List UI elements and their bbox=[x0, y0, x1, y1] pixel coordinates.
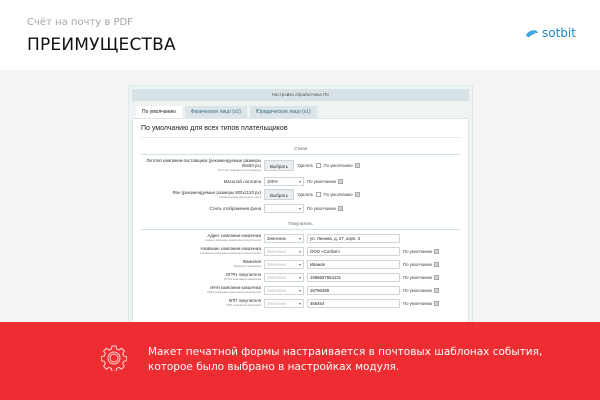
row-sublabel: ОГРН компании-заказчика bbox=[224, 277, 261, 281]
value-type-select[interactable]: Значение ▾ bbox=[264, 234, 304, 243]
form-row-logo-scale bbox=[141, 176, 460, 186]
row-sublabel: Адрес компании-заказчика (покупателя) bbox=[205, 238, 261, 242]
form-row-buyer-address bbox=[141, 233, 460, 243]
settings-form bbox=[132, 118, 469, 348]
settings-panel bbox=[128, 85, 473, 345]
row-sublabel: Изображение фона для счета bbox=[219, 194, 261, 199]
default-label: По умолчанию bbox=[403, 287, 433, 293]
info-banner bbox=[0, 322, 600, 400]
sotbit-logo[interactable] bbox=[525, 26, 576, 40]
buyer-address-input[interactable]: ул. Ленина, д. 27, корп. 3 bbox=[307, 234, 400, 243]
default-label: По умолчанию bbox=[403, 248, 433, 254]
banner-text: Макет печатной формы настраивается в почтовых шаблонах события, которое было выбрано в настройках модуля. bbox=[148, 346, 543, 373]
default-checkbox[interactable] bbox=[434, 262, 439, 267]
default-checkbox[interactable] bbox=[434, 275, 439, 280]
form-row-buyer-kpp bbox=[141, 298, 460, 308]
row-sublabel: Логотип компании-поставщика bbox=[218, 168, 261, 172]
section-styles: Стили bbox=[141, 146, 460, 155]
default-checkbox[interactable] bbox=[434, 288, 439, 293]
logo-text: sotbit bbox=[542, 26, 576, 40]
row-sublabel: Название компании-заказчика (покупателя) bbox=[200, 251, 261, 255]
form-row-background-style bbox=[141, 203, 460, 213]
choose-background-button[interactable]: Выбрать bbox=[264, 189, 294, 200]
row-label: Логотип компании-поставщика (рекомендуемые размеры 80x80 px) bbox=[146, 158, 261, 168]
row-label: Масштаб логотипа bbox=[223, 178, 261, 184]
row-label: Адрес компании-заказчика bbox=[207, 233, 261, 238]
value-type-select[interactable]: Значение ▾ bbox=[264, 247, 304, 256]
row-label: Стиль отображения фона bbox=[209, 205, 261, 211]
row-label: Фон (рекомендуемые размеры 800x1120 px) bbox=[172, 189, 261, 195]
value-type-select[interactable]: Значение ▾ bbox=[264, 286, 304, 295]
form-title: По умолчанию для всех типов плательщиков bbox=[141, 125, 460, 138]
value-type-select[interactable]: Значение ▾ bbox=[264, 299, 304, 308]
form-row-buyer-company bbox=[141, 246, 460, 256]
panel-title: Настройка обработчика ПС bbox=[132, 89, 469, 101]
form-row-background bbox=[141, 189, 460, 200]
value-type-select[interactable]: Значение ▾ bbox=[264, 273, 304, 282]
row-sublabel: ИНН компании-заказчика (покупателя) bbox=[207, 290, 261, 294]
row-label: Фамилия bbox=[242, 259, 261, 264]
default-label: По умолчанию bbox=[403, 274, 433, 280]
buyer-ogrn-input[interactable]: 1566657654131 bbox=[307, 273, 400, 282]
form-row-buyer-inn bbox=[141, 285, 460, 295]
default-checkbox[interactable] bbox=[355, 192, 360, 197]
default-checkbox[interactable] bbox=[434, 301, 439, 306]
section-buyer: Покупатель bbox=[141, 221, 460, 230]
default-checkbox[interactable] bbox=[355, 163, 360, 168]
default-checkbox[interactable] bbox=[338, 179, 343, 184]
tab-individual[interactable]: Физическое лицо (s1) bbox=[185, 106, 247, 118]
gear-icon bbox=[101, 345, 127, 371]
row-label: ИНН компании-заказчика bbox=[210, 285, 261, 290]
delete-label: Удалить bbox=[297, 163, 314, 168]
row-sublabel: КПП компании-заказчика bbox=[226, 303, 261, 307]
row-label: КПП покупателя bbox=[228, 298, 261, 303]
row-label: ОГРН покупателя bbox=[225, 272, 261, 277]
delete-checkbox[interactable] bbox=[316, 192, 321, 197]
logo-scale-select[interactable]: 100% ▾ bbox=[264, 177, 304, 186]
default-label: По умолчанию bbox=[307, 178, 337, 184]
delete-checkbox[interactable] bbox=[316, 163, 321, 168]
default-label: По умолчанию bbox=[323, 163, 353, 168]
buyer-inn-input[interactable]: 26796489 bbox=[307, 286, 400, 295]
tabs bbox=[132, 106, 469, 118]
delete-label: Удалить bbox=[297, 192, 314, 197]
default-label: По умолчанию bbox=[403, 261, 433, 267]
default-label: По умолчанию bbox=[307, 205, 337, 211]
tab-default[interactable]: По умолчанию bbox=[136, 106, 182, 118]
buyer-company-input[interactable]: ООО «Сотбит» bbox=[307, 247, 400, 256]
value-type-select[interactable]: Значение ▾ bbox=[264, 260, 304, 269]
header bbox=[0, 0, 600, 70]
default-checkbox[interactable] bbox=[338, 206, 343, 211]
tab-legal-entity[interactable]: Юридическое лицо (s1) bbox=[250, 106, 317, 118]
choose-logo-button[interactable]: Выбрать bbox=[264, 160, 294, 171]
buyer-kpp-input[interactable]: 456464 bbox=[307, 299, 400, 308]
row-label: Название компании-заказчика bbox=[200, 246, 261, 251]
form-row-buyer-ogrn bbox=[141, 272, 460, 282]
logo-mark-icon bbox=[525, 29, 539, 38]
form-row-logo bbox=[141, 158, 460, 173]
default-label: По умолчанию bbox=[403, 300, 433, 306]
page-title: ПРЕИМУЩЕСТВА bbox=[27, 35, 176, 55]
default-checkbox[interactable] bbox=[434, 249, 439, 254]
buyer-surname-input[interactable]: Иванов bbox=[307, 260, 400, 269]
form-row-buyer-surname bbox=[141, 259, 460, 269]
background-style-select[interactable] bbox=[264, 204, 304, 213]
default-label: По умолчанию bbox=[323, 192, 353, 197]
subtitle: Счёт на почту в PDF bbox=[27, 17, 133, 28]
row-sublabel: Фамилия заказчика bbox=[233, 264, 261, 268]
